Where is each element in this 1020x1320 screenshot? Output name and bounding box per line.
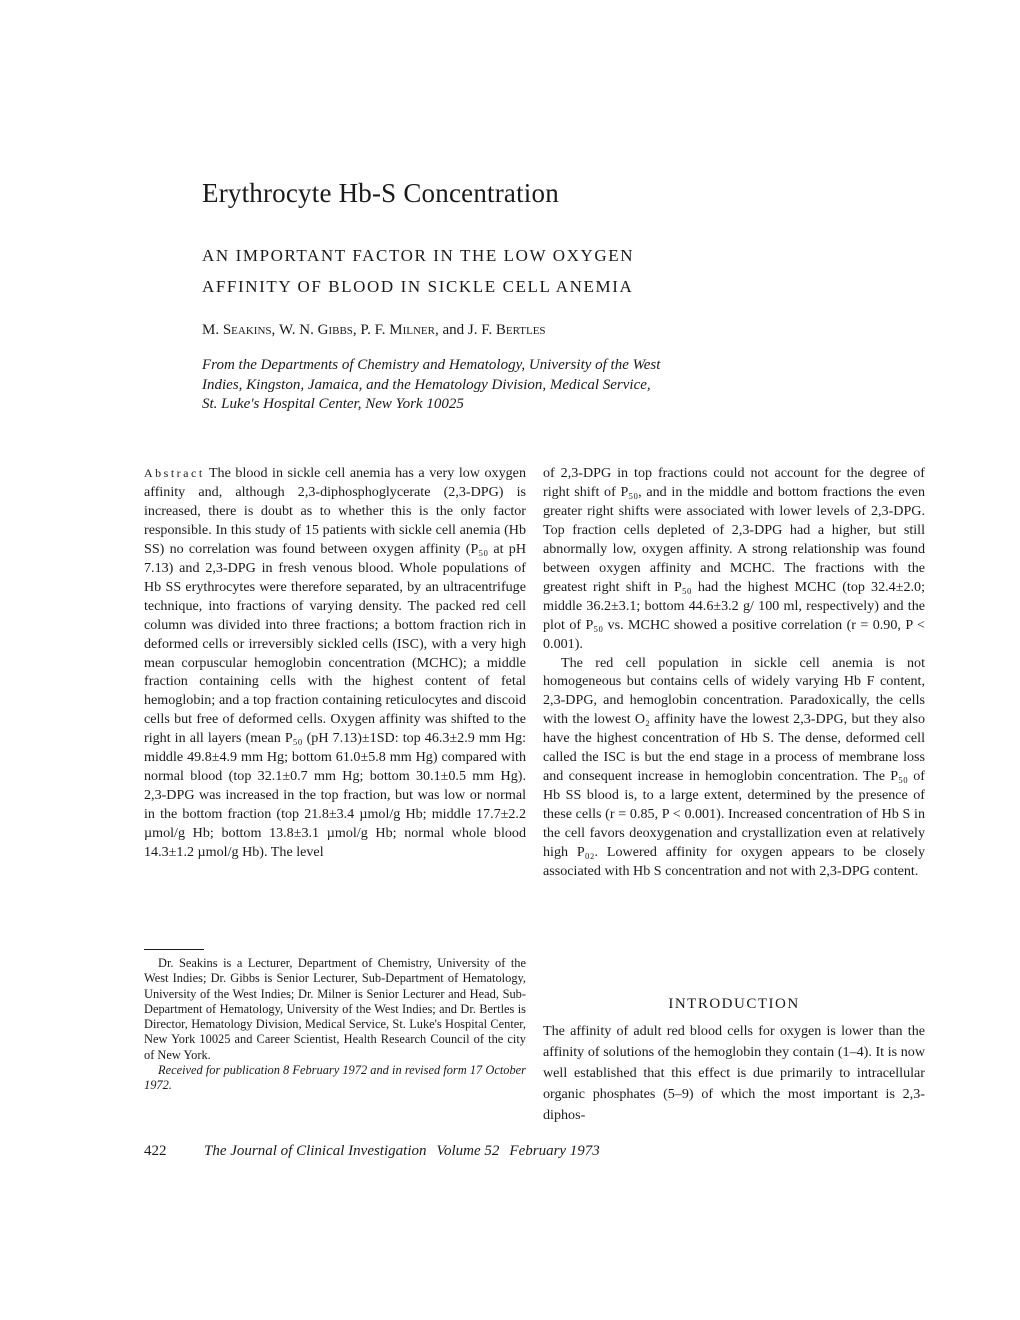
abstract-left-column: [144, 464, 526, 862]
author-name: P. F. Milner,: [360, 322, 439, 338]
subtitle-line-2: AFFINITY OF BLOOD IN SICKLE CELL ANEMIA: [202, 277, 634, 296]
journal-volume: Volume 52: [436, 1143, 500, 1159]
abstract-continuation: of 2,3-DPG in top fractions could not account for the degree of right shift of P₅₀, and in the middle and bottom fractions the even greater right shifts were associated with lower levels of 2,3-DPG. Top fraction cells depleted of 2,3-DPG had a higher, but still abnormally low, oxygen affinity. A strong relationship was found between oxygen affinity and MCHC. The fractions with the greatest right shift in P₅₀ had the highest MCHC (top 32.4±2.0; middle 36.2±3.1; bottom 44.6±3.2 g/ 100 ml, respectively) and the plot of P₅₀ vs. MCHC showed a positive correlation (r = 0.90, P < 0.001).: [543, 465, 925, 652]
abstract-paragraph-2: The red cell population in sickle cell anemia is not homogeneous but contains cells of widely varying Hb F content, 2,3-DPG, and hemoglobin concentration. Paradoxically, the cells with the lowest O₂ affinity have the lowest 2,3-DPG, but they also have the highest concentration of Hb S. The dense, deformed cell called the ISC is but the end stage in a process of membrane loss and consequent increase in hemoglobin concentration. The P₅₀ of Hb SS blood is, to a large extent, determined by the presence of these cells (r = 0.85, P < 0.001). Increased concentration of Hb S in the cell favors deoxygenation and crystallization even at relatively high P₀₂. Lowered affinity for oxygen appears to be closely associated with Hb S concentration and not with 2,3-DPG content.: [543, 654, 925, 880]
received-date-footnote: Received for publication 8 February 1972 and in revised form 17 October 1972.: [144, 1063, 526, 1093]
page-number: 422: [144, 1143, 167, 1159]
introduction-body: [543, 1021, 925, 1126]
affiliation-line-2: Indies, Kingston, Jamaica, and the Hematology Division, Medical Service,: [202, 376, 651, 393]
introduction-heading: INTRODUCTION: [668, 996, 800, 1012]
abstract-right-column: [543, 464, 925, 881]
journal-name: The Journal of Clinical Investigation: [204, 1143, 427, 1159]
introduction-paragraph: The affinity of adult red blood cells for oxygen is lower than the affinity of solutions of the hemoglobin they contain (1–4). It is now well established that this effect is due primarily to intracellular organic phosphates (5–9) of which the most important is 2,3-diphos-: [543, 1023, 925, 1123]
author-conjunction: and: [442, 322, 465, 338]
abstract-text: The blood in sickle cell anemia has a very low oxygen affinity and, although 2,3-diphosphoglycerate (2,3-DPG) is increased, there is doubt as to whether this is the only factor responsible. In this study of 15 patients with sickle cell anemia (Hb SS) no correlation was found between oxygen affinity (P₅₀ at pH 7.13) and 2,3-DPG in fresh venous blood. Whole populations of Hb SS erythrocytes were therefore separated, by an ultracentrifuge technique, into fractions of varying density. The packed red cell column was divided into three fractions; a bottom fraction rich in deformed cells or irreversibly sickled cells (ISC), with a very high mean corpuscular hemoglobin concentration (MCHC); a middle fraction containing cells with the highest content of fetal hemoglobin; and a top fraction containing reticulocytes and discoid cells but free of deformed cells. Oxygen affinity was shifted to the right in all layers (mean P₅₀ (pH 7.13)±1SD: top 46.3±2.9 mm Hg: middle 49.8±4.9 mm Hg; bottom 61.0±5.8 mm Hg) compared with normal blood (top 32.1±0.7 mm Hg; bottom 30.1±0.5 mm Hg). 2,3-DPG was increased in the top fraction, but was low or normal in the bottom fraction (top 21.8±3.4 µmol/g Hb; middle 17.7±2.2 µmol/g Hb; bottom 13.8±3.1 µmol/g Hb; normal whole blood 14.3±1.2 µmol/g Hb). The level: [144, 465, 526, 861]
subtitle-line-1: AN IMPORTANT FACTOR IN THE LOW OXYGEN: [202, 246, 635, 265]
abstract-paragraph: [144, 464, 526, 862]
author-list: [202, 322, 546, 339]
author-bio-footnote: Dr. Seakins is a Lecturer, Department of Chemistry, University of the West Indies; Dr. Gibbs is Senior Lecturer, Sub-Department of Hematology, University of the West Indies; Dr. Milner is Senior Lecturer and Head, Sub-Department of Hematology, University of the West Indies; and Dr. Bertles is Director, Hematology Division, Medical Service, St. Luke's Hospital Center, New York 10025 and Career Scientist, Health Research Council of the city of New York.: [144, 956, 526, 1062]
footnotes: [144, 956, 526, 1094]
abstract-label: Abstract: [144, 466, 205, 480]
affiliation-line-3: St. Luke's Hospital Center, New York 10025: [202, 396, 464, 412]
journal-date: February 1973: [509, 1143, 600, 1159]
article-title: Erythrocyte Hb-S Concentration: [202, 178, 559, 208]
page-footer: [144, 1143, 744, 1160]
author-name: W. N. Gibbs,: [279, 322, 357, 338]
affiliation-line-1: From the Departments of Chemistry and Hematology, University of the West: [202, 357, 661, 373]
author-name: M. Seakins,: [202, 322, 276, 338]
author-affiliation: [202, 356, 660, 415]
author-name: J. F. Bertles: [467, 322, 546, 338]
article-subtitle: [202, 240, 634, 302]
footnote-divider: [144, 949, 204, 950]
